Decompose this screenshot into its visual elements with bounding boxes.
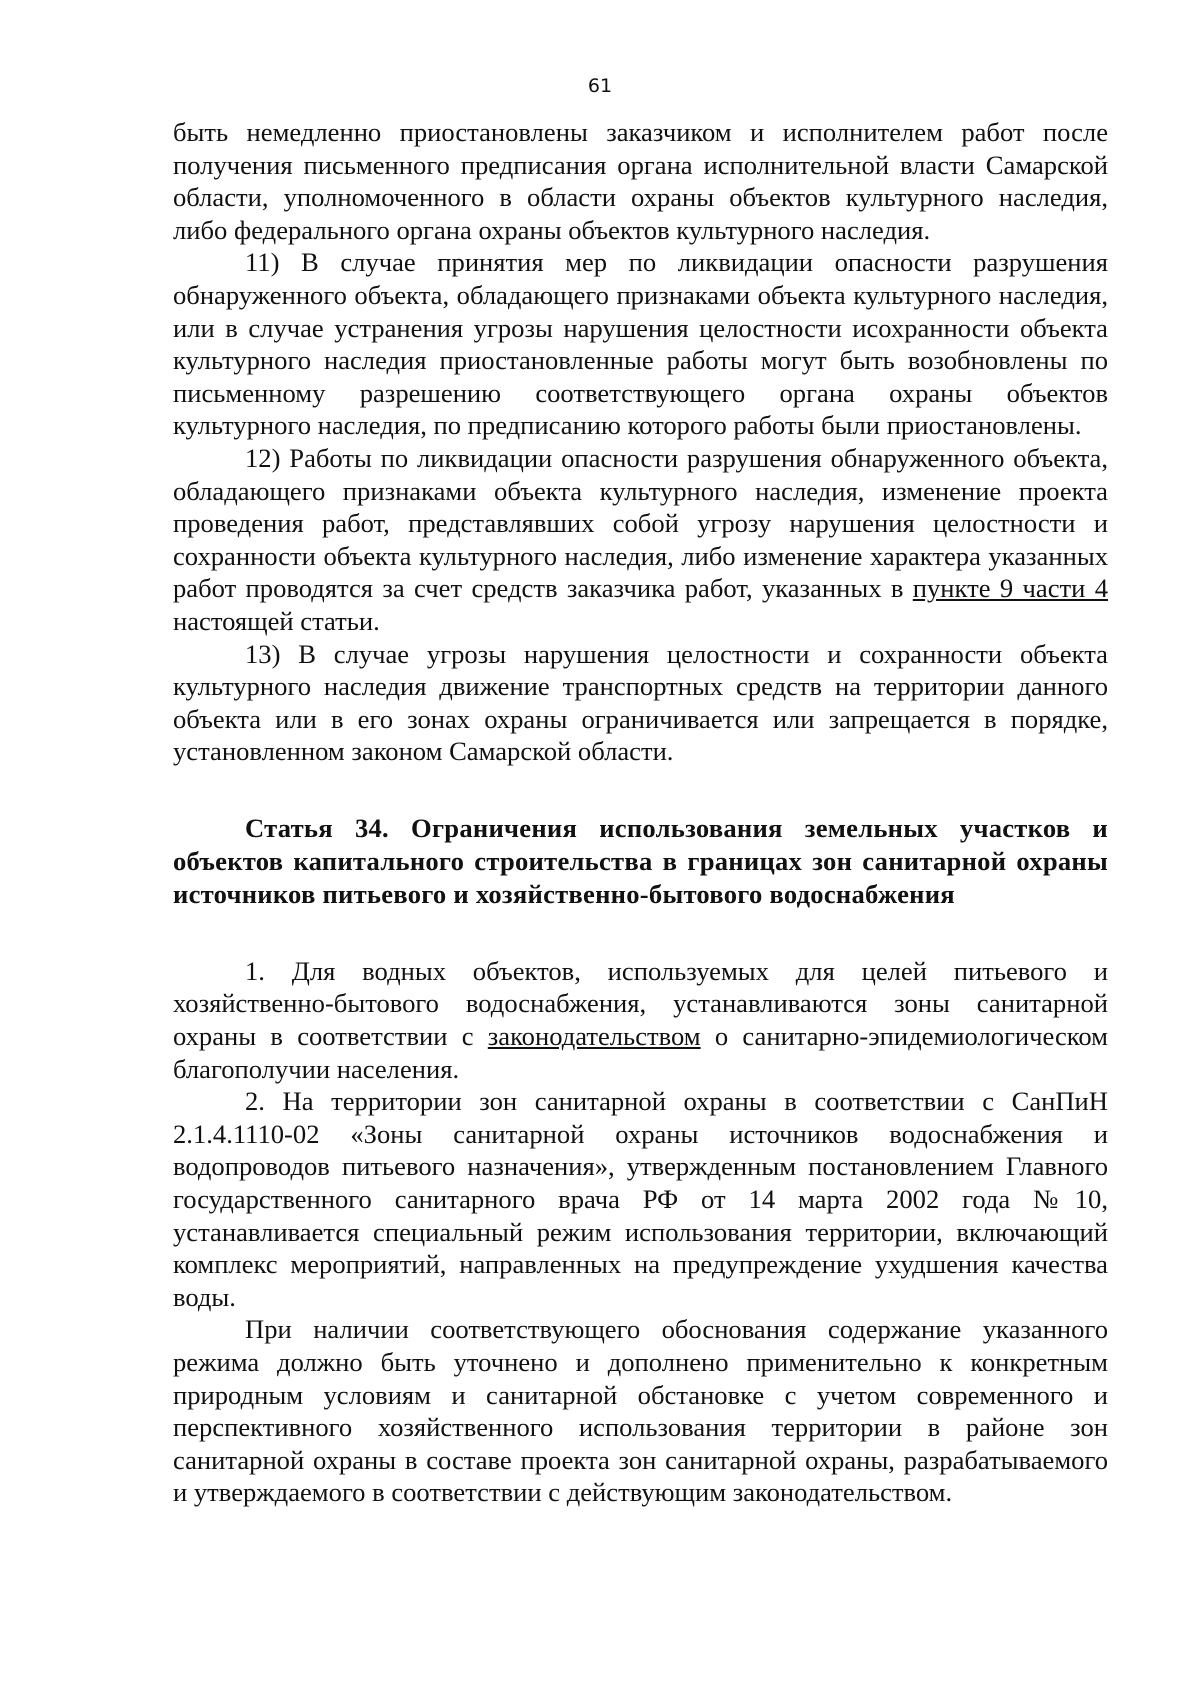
item-13-paragraph: 13) В случае угрозы нарушения целостности и сохранности объекта культурного наследия движение транспортных средств на территории данного объекта или в его зонах охраны ограничивается или запрещается в порядке, установленном законом Самарской области. xyxy=(173,638,1108,767)
continuation-paragraph: быть немедленно приостановлены заказчиком и исполнителем работ после получения письменного предписания органа исполнительной власти Самарской области, уполномоченного в области охраны объектов культурного наследия, либо федерального органа охраны объектов культурного наследия. xyxy=(173,117,1108,245)
article-34-heading: Статья 34. Ограничения использования земельных участков и объектов капитального строительства в границах зон санитарной охраны источников питьевого и хозяйственно-бытового водоснабжения xyxy=(173,812,1108,909)
article-34-p1-after: о санитарно-эпидемиологическом благополучии населения. xyxy=(173,1021,1108,1084)
article-34-p1-before: 1. Для водных объектов, используемых для целей питьевого и хозяйственно-бытового водоснабжения, устанавливаются зоны санитарной охраны в соответствии с xyxy=(173,955,1108,1052)
article-34-paragraph-1 xyxy=(173,955,1108,1085)
document-body xyxy=(173,116,1108,1509)
item-12-text-after: настоящей статьи. xyxy=(173,605,380,636)
page-number: 61 xyxy=(587,75,613,97)
article-34-paragraph-3: При наличии соответствующего обоснования содержание указанного режима должно быть уточнено и дополнено применительно к конкретным природным условиям и санитарной обстановке с учетом современного и перспективного хозяйственного использования территории в районе зон санитарной охраны в составе проекта зон санитарной охраны, разрабатываемого и утверждаемого в соответствии с действующим законодательством. xyxy=(173,1314,1108,1508)
item-11-paragraph: 11) В случае принятия мер по ликвидации опасности разрушения обнаруженного объекта, обладающего признаками объекта культурного наследия, или в случае устранения угрозы нарушения целостности исохранности объекта культурного наследия приостановленные работы могут быть возобновлены по письменному разрешению соответствующего органа охраны объектов культурного наследия, по предписанию которого работы были приостановлены. xyxy=(173,247,1108,441)
article-34-paragraph-2: 2. На территории зон санитарной охраны в соответствии с СанПиН 2.1.4.1110-02 «Зоны санитарной охраны источников водоснабжения и водопроводов питьевого назначения», утвержденным постановлением Главного государственного санитарного врача РФ от 14 марта 2002 года №10, устанавливается специальный режим использования территории, включающий комплекс мероприятий, направленных на предупреждение ухудшения качества воды. xyxy=(173,1086,1108,1312)
link-legislation[interactable]: законодательством xyxy=(487,1021,701,1052)
item-12-paragraph xyxy=(173,442,1108,638)
item-12-text-before: 12) Работы по ликвидации опасности разрушения обнаруженного объекта, обладающего признаками объекта культурного наследия, изменение проекта проведения работ, представлявших собой угрозу нарушения целостности и сохранности объекта культурного наследия, либо изменение характера указанных работ проводятся за счет средств заказчика работ, указанных в xyxy=(173,442,1108,604)
link-item-9-part-4[interactable]: пункте 9 части 4 xyxy=(912,573,1108,604)
